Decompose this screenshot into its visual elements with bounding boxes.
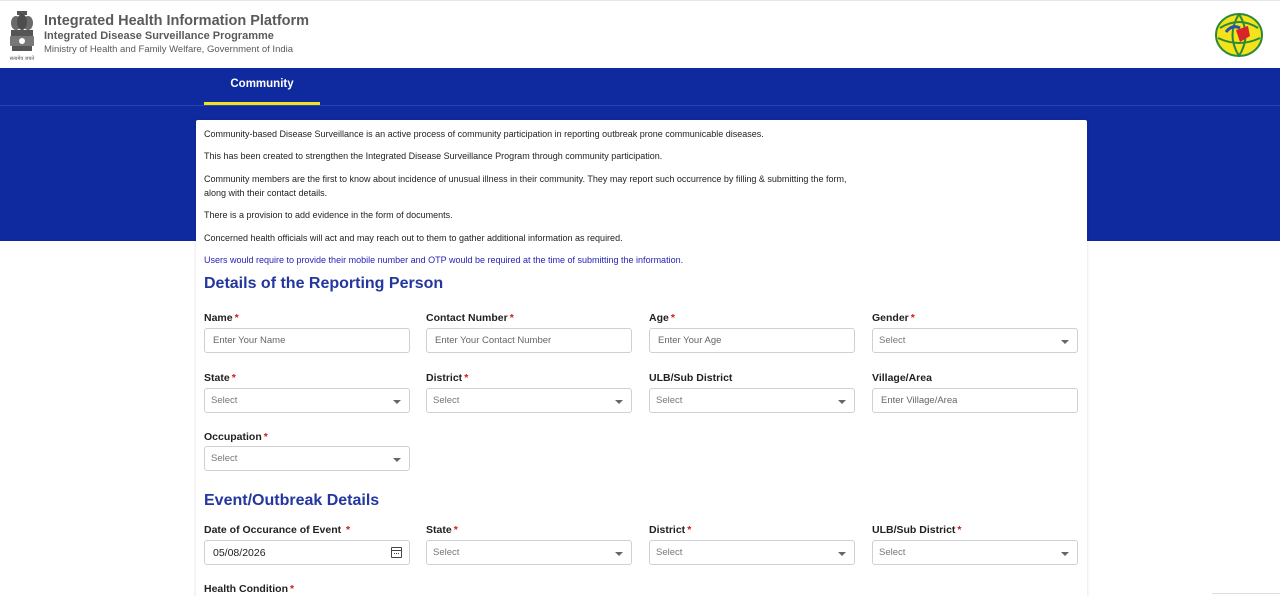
gender-label: Gender * [872, 312, 915, 324]
intro-paragraph: Concerned health officials will act and may reach out to them to gather additional information as required. [204, 233, 623, 243]
ulb-label: ULB/Sub District [649, 372, 733, 384]
event-district-select-value: Select [656, 547, 683, 558]
calendar-icon[interactable] [391, 547, 402, 558]
event-district-label: District * [649, 524, 692, 536]
chevron-down-icon [393, 458, 401, 462]
platform-title: Integrated Health Information Platform [44, 13, 310, 29]
reporting-person-heading: Details of the Reporting Person [204, 275, 444, 292]
state-label: State * [204, 372, 236, 384]
occupation-select[interactable] [204, 446, 410, 471]
contact-field[interactable] [426, 328, 632, 353]
intro-paragraph: Community-based Disease Surveillance is an active process of community participation in reporting outbreak prone communicable diseases. [204, 129, 764, 139]
required-mark: * [290, 583, 295, 595]
ulb-select[interactable] [649, 388, 855, 413]
national-emblem-icon [6, 9, 38, 63]
state-select-value: Select [211, 395, 238, 406]
required-mark: * [464, 372, 469, 384]
event-date-label: Date of Occurance of Event * [204, 524, 351, 536]
district-select[interactable] [426, 388, 632, 413]
required-mark: * [670, 312, 675, 324]
district-select-value: Select [433, 395, 460, 406]
intro-paragraph: There is a provision to add evidence in the form of documents. [204, 210, 453, 220]
ulb-select-value: Select [656, 395, 683, 406]
district-label: District * [426, 372, 469, 384]
required-mark: * [687, 524, 692, 536]
required-mark: * [346, 524, 351, 536]
event-district-select[interactable] [649, 540, 855, 565]
name-label: Name * [204, 312, 239, 324]
event-ulb-select[interactable] [872, 540, 1078, 565]
gender-select-value: Select [879, 335, 906, 346]
required-mark: * [263, 431, 268, 443]
event-ulb-label: ULB/Sub District * [872, 524, 962, 536]
state-select[interactable] [204, 388, 410, 413]
idsp-globe-logo-icon [1214, 12, 1264, 58]
chevron-down-icon [393, 400, 401, 404]
event-date-value: 05/08/2026 [213, 547, 266, 559]
gender-select[interactable] [872, 328, 1078, 353]
required-mark: * [234, 312, 239, 324]
event-details-heading: Event/Outbreak Details [204, 492, 380, 509]
age-field[interactable] [649, 328, 855, 353]
event-ulb-select-value: Select [879, 547, 906, 558]
name-field[interactable] [204, 328, 410, 353]
health-condition-label: Health Condition * [204, 583, 295, 595]
chevron-down-icon [838, 552, 846, 556]
site-header [0, 0, 1280, 68]
occupation-label: Occupation * [204, 431, 268, 443]
village-input[interactable] [873, 389, 1077, 412]
village-field[interactable] [872, 388, 1078, 413]
required-mark: * [231, 372, 236, 384]
age-label: Age * [649, 312, 675, 324]
required-mark: * [453, 524, 458, 536]
occupation-select-value: Select [211, 453, 238, 464]
chevron-down-icon [1061, 552, 1069, 556]
chevron-down-icon [1061, 340, 1069, 344]
village-label: Village/Area [872, 372, 932, 384]
chevron-down-icon [838, 400, 846, 404]
tab-community-reporting[interactable]: Community [204, 68, 320, 105]
age-input[interactable] [650, 329, 854, 352]
reporting-form-card [196, 120, 1087, 596]
intro-paragraph: This has been created to strengthen the Integrated Disease Surveillance Program through community participation. [204, 151, 663, 161]
brand-block [44, 13, 309, 56]
ministry-name: Ministry of Health and Family Welfare, Government of India [44, 44, 294, 55]
event-date-field[interactable] [204, 540, 410, 565]
chevron-down-icon [615, 552, 623, 556]
required-mark: * [910, 312, 915, 324]
emblem-caption: सत्यमेव जयते [9, 56, 35, 62]
main-navbar [0, 68, 1280, 106]
event-state-select-value: Select [433, 547, 460, 558]
programme-subtitle: Integrated Disease Surveillance Programme [44, 30, 274, 42]
required-mark: * [509, 312, 514, 324]
event-state-select[interactable] [426, 540, 632, 565]
otp-notice: Users would require to provide their mobile number and OTP would be required at the time of submitting the information. [204, 255, 684, 265]
intro-paragraph: Community members are the first to know about incidence of unusual illness in their community. They may report such occurrence by filling & submitting the form, along with their contact details. [204, 174, 847, 198]
event-state-label: State * [426, 524, 458, 536]
contact-label: Contact Number * [426, 312, 514, 324]
name-input[interactable] [205, 329, 409, 352]
chevron-down-icon [615, 400, 623, 404]
contact-number-input[interactable] [427, 329, 631, 352]
required-mark: * [957, 524, 962, 536]
